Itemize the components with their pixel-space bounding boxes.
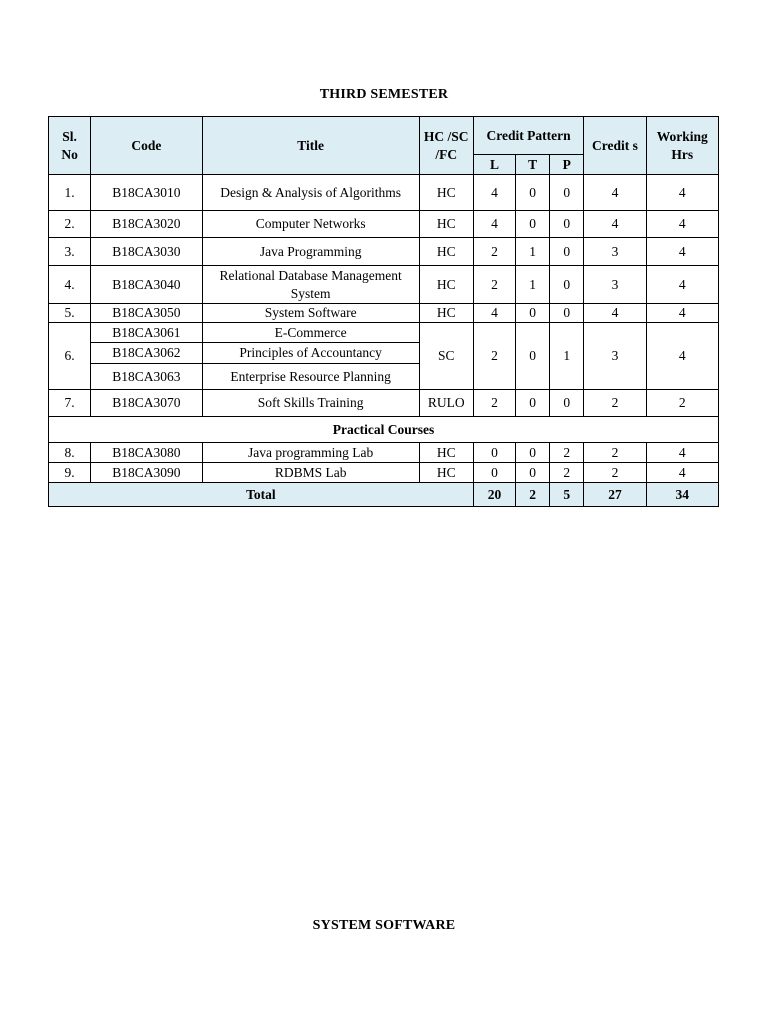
- cell-p: 0: [550, 211, 584, 238]
- cell-l: 4: [473, 175, 515, 211]
- header-working-hrs: Working Hrs: [646, 117, 718, 175]
- cell-l: 2: [473, 323, 515, 390]
- cell-l: 2: [473, 238, 515, 266]
- practical-courses-label: Practical Courses: [49, 417, 719, 443]
- cell-hrs: 4: [646, 443, 718, 463]
- cell-title: E-Commerce: [202, 323, 419, 343]
- cell-type: HC: [419, 304, 473, 323]
- cell-code: B18CA3061: [91, 323, 202, 343]
- header-t: T: [516, 155, 550, 175]
- cell-sl: 1.: [49, 175, 91, 211]
- table-row: [49, 266, 719, 304]
- header-l: L: [473, 155, 515, 175]
- cell-code: B18CA3090: [91, 463, 202, 483]
- next-course-heading: SYSTEM SOFTWARE: [312, 918, 456, 933]
- cell-sl: 5.: [49, 304, 91, 323]
- cell-code: B18CA3010: [91, 175, 202, 211]
- cell-sl: 4.: [49, 266, 91, 304]
- cell-p: 0: [550, 266, 584, 304]
- cell-t: 0: [516, 463, 550, 483]
- cell-credits: 4: [584, 211, 646, 238]
- cell-hrs: 4: [646, 323, 718, 390]
- cell-sl: 3.: [49, 238, 91, 266]
- cell-type: RULO: [419, 390, 473, 417]
- cell-credits: 4: [584, 175, 646, 211]
- header-type: HC /SC /FC: [419, 117, 473, 175]
- cell-t: 1: [516, 238, 550, 266]
- table-row: [49, 463, 719, 483]
- cell-credits: 2: [584, 463, 646, 483]
- cell-credits: 3: [584, 238, 646, 266]
- cell-credits: 3: [584, 323, 646, 390]
- cell-sl: 9.: [49, 463, 91, 483]
- cell-credits: 4: [584, 304, 646, 323]
- header-title: Title: [202, 117, 419, 175]
- cell-p: 0: [550, 390, 584, 417]
- total-row: [49, 483, 719, 507]
- cell-title: Principles of Accountancy: [202, 343, 419, 364]
- cell-hrs: 4: [646, 211, 718, 238]
- cell-title: Soft Skills Training: [202, 390, 419, 417]
- total-label: Total: [49, 483, 474, 507]
- cell-p: 0: [550, 175, 584, 211]
- cell-l: 0: [473, 443, 515, 463]
- cell-code: B18CA3070: [91, 390, 202, 417]
- total-hrs: 34: [646, 483, 718, 507]
- cell-p: 0: [550, 304, 584, 323]
- cell-l: 4: [473, 211, 515, 238]
- cell-hrs: 2: [646, 390, 718, 417]
- total-credits: 27: [584, 483, 646, 507]
- header-p: P: [550, 155, 584, 175]
- cell-hrs: 4: [646, 266, 718, 304]
- elective-row: [49, 323, 719, 343]
- cell-code: B18CA3040: [91, 266, 202, 304]
- cell-code: B18CA3050: [91, 304, 202, 323]
- cell-code: B18CA3080: [91, 443, 202, 463]
- section-row: [49, 417, 719, 443]
- cell-l: 2: [473, 390, 515, 417]
- cell-title: Enterprise Resource Planning: [202, 364, 419, 390]
- cell-t: 0: [516, 443, 550, 463]
- table-row: [49, 238, 719, 266]
- cell-title: RDBMS Lab: [202, 463, 419, 483]
- course-table: [48, 116, 719, 507]
- semester-heading: THIRD SEMESTER: [319, 87, 449, 102]
- cell-type: HC: [419, 211, 473, 238]
- cell-title: Java Programming: [202, 238, 419, 266]
- cell-l: 4: [473, 304, 515, 323]
- total-p: 5: [550, 483, 584, 507]
- cell-t: 0: [516, 211, 550, 238]
- cell-p: 1: [550, 323, 584, 390]
- cell-t: 0: [516, 175, 550, 211]
- cell-type: HC: [419, 175, 473, 211]
- total-t: 2: [516, 483, 550, 507]
- cell-t: 0: [516, 323, 550, 390]
- cell-l: 0: [473, 463, 515, 483]
- cell-credits: 2: [584, 390, 646, 417]
- cell-type: HC: [419, 266, 473, 304]
- table-row: [49, 390, 719, 417]
- cell-sl: 2.: [49, 211, 91, 238]
- cell-type: HC: [419, 443, 473, 463]
- cell-code: B18CA3030: [91, 238, 202, 266]
- cell-t: 0: [516, 304, 550, 323]
- table-header: [49, 117, 719, 175]
- cell-code: B18CA3063: [91, 364, 202, 390]
- cell-l: 2: [473, 266, 515, 304]
- cell-code: B18CA3020: [91, 211, 202, 238]
- cell-t: 0: [516, 390, 550, 417]
- table-row: [49, 443, 719, 463]
- cell-hrs: 4: [646, 238, 718, 266]
- total-l: 20: [473, 483, 515, 507]
- cell-credits: 3: [584, 266, 646, 304]
- cell-sl: 6.: [49, 323, 91, 390]
- cell-type: HC: [419, 238, 473, 266]
- cell-sl: 7.: [49, 390, 91, 417]
- cell-t: 1: [516, 266, 550, 304]
- header-credits: Credit s: [584, 117, 646, 175]
- cell-title: Relational Database Management System: [202, 266, 419, 304]
- cell-p: 2: [550, 443, 584, 463]
- table-row: [49, 304, 719, 323]
- header-credit-pattern: Credit Pattern: [473, 117, 583, 155]
- cell-p: 2: [550, 463, 584, 483]
- header-sl-no: Sl. No: [49, 117, 91, 175]
- cell-type: HC: [419, 463, 473, 483]
- cell-p: 0: [550, 238, 584, 266]
- cell-hrs: 4: [646, 463, 718, 483]
- cell-credits: 2: [584, 443, 646, 463]
- table-row: [49, 211, 719, 238]
- cell-sl: 8.: [49, 443, 91, 463]
- cell-hrs: 4: [646, 304, 718, 323]
- cell-title: Java programming Lab: [202, 443, 419, 463]
- cell-hrs: 4: [646, 175, 718, 211]
- header-code: Code: [91, 117, 202, 175]
- cell-title: System Software: [202, 304, 419, 323]
- cell-type: SC: [419, 323, 473, 390]
- cell-code: B18CA3062: [91, 343, 202, 364]
- table-row: [49, 175, 719, 211]
- cell-title: Design & Analysis of Algorithms: [202, 175, 419, 211]
- cell-title: Computer Networks: [202, 211, 419, 238]
